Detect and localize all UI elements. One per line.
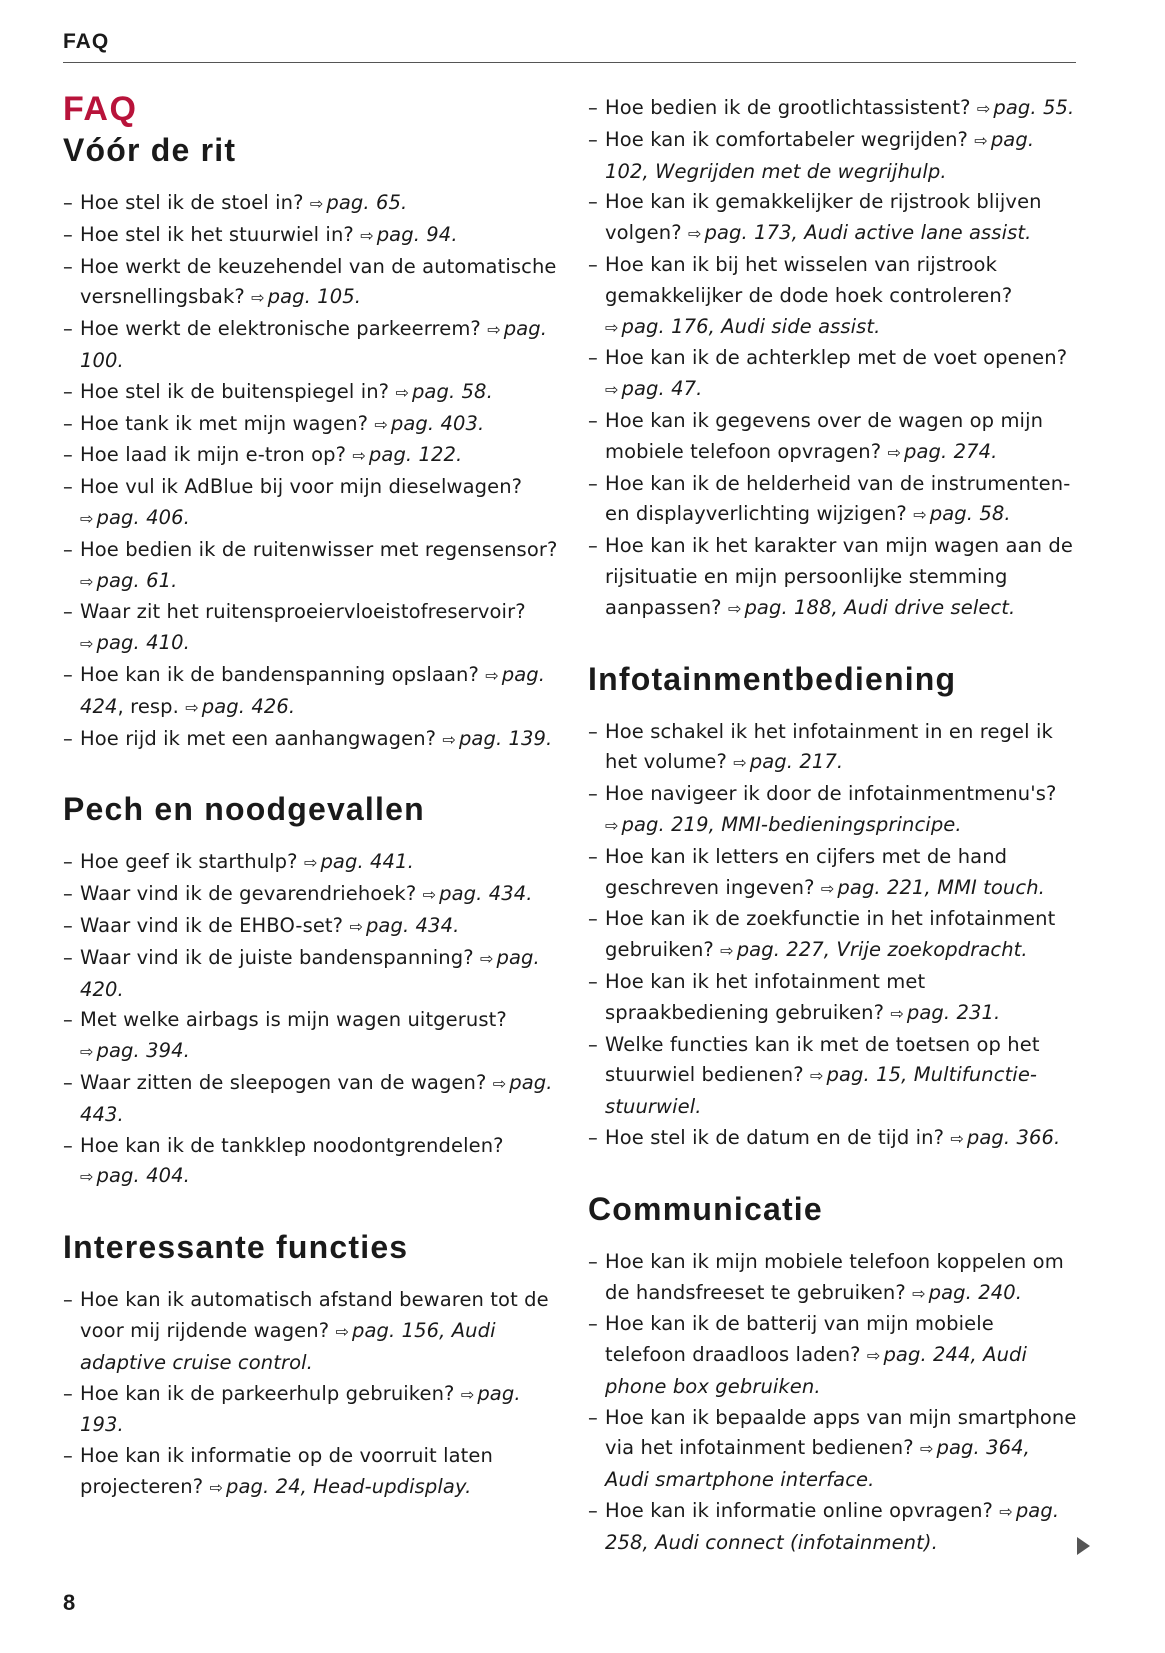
faq-list <box>63 188 563 755</box>
faq-item <box>63 220 563 252</box>
page-reference-link[interactable] <box>950 1126 1060 1149</box>
arrow-right-icon: ⇨ <box>80 508 94 528</box>
faq-item <box>63 724 563 756</box>
arrow-right-icon: ⇨ <box>727 598 742 618</box>
faq-question: Hoe kan ik letters en cijfers met de hand geschreven ingeven? <box>605 844 1008 899</box>
faq-item <box>63 377 563 409</box>
page-reference: pag. 231. <box>906 1000 1001 1024</box>
page-reference: pag. 217. <box>749 750 844 774</box>
page-reference-link[interactable] <box>728 596 1015 619</box>
arrow-right-icon: ⇨ <box>913 505 927 525</box>
faq-question: Hoe schakel ik het infotainment in en regel ik het volume? <box>605 719 1053 774</box>
page-reference: pag. 94. <box>376 222 458 246</box>
page-reference-link[interactable] <box>821 876 1045 899</box>
faq-question: Hoe bedien ik de grootlichtassistent? <box>605 96 971 119</box>
page-reference: pag. 426. <box>201 694 296 718</box>
faq-question: Waar vind ik de juiste bandenspanning? <box>80 945 474 969</box>
faq-item <box>63 911 563 943</box>
page-reference-link[interactable] <box>442 727 552 750</box>
page-reference-link[interactable] <box>209 1475 471 1498</box>
page-reference: pag. 65. <box>326 191 408 214</box>
page-reference-link[interactable] <box>80 1039 190 1062</box>
faq-item <box>63 879 563 911</box>
page-reference-link[interactable] <box>887 440 997 463</box>
faq-list <box>588 93 1078 625</box>
faq-list <box>588 717 1078 1155</box>
faq-item <box>63 1285 563 1378</box>
page-reference: pag. 47. <box>621 377 703 401</box>
page-reference: pag. 406. <box>96 505 190 529</box>
faq-question: Hoe kan ik gegevens over de wagen op mijn mobiele telefoon opvragen? <box>605 408 1044 463</box>
arrow-right-icon: ⇨ <box>605 815 619 835</box>
section-title: Communicatie <box>588 1190 823 1227</box>
page-reference: pag. 274. <box>904 439 998 463</box>
faq-item <box>588 406 1078 469</box>
faq-question: Hoe kan ik bepaalde apps van mijn smartphone via het infotainment bedienen? <box>605 1405 1077 1460</box>
page-reference-link[interactable] <box>80 506 190 529</box>
reference-joiner: , resp. <box>117 694 179 718</box>
arrow-right-icon: ⇨ <box>360 225 374 245</box>
page-reference: pag. 441. <box>320 850 414 874</box>
page-reference: pag. 227, Vrije zoekopdracht. <box>736 938 1028 962</box>
faq-question: Hoe werkt de elektronische parkeerrem? <box>80 317 481 341</box>
faq-question: Hoe tank ik met mijn wagen? <box>80 411 369 435</box>
faq-item <box>588 1403 1078 1496</box>
page-reference: pag. 410. <box>96 631 190 655</box>
faq-question: Hoe bedien ik de ruitenwisser met regensensor? <box>80 537 558 561</box>
faq-item <box>63 847 563 879</box>
faq-question: Hoe stel ik de stoel in? <box>80 191 304 214</box>
faq-item <box>588 1030 1078 1123</box>
faq-item <box>63 1068 563 1131</box>
page-reference: pag. 58. <box>411 379 493 403</box>
page-reference: pag. 364, Audi smartphone interface. <box>605 1436 1030 1492</box>
section-continued <box>588 93 1078 625</box>
faq-item <box>588 967 1078 1030</box>
faq-item <box>588 1496 1078 1559</box>
faq-item <box>588 250 1078 343</box>
faq-item <box>588 717 1078 780</box>
faq-question: Hoe geef ik starthulp? <box>80 850 298 874</box>
faq-question: Hoe werkt de keuzehendel van de automatische versnellingsbak? <box>80 254 557 309</box>
faq-list <box>588 1247 1078 1559</box>
page-reference: pag. 55. <box>993 96 1075 119</box>
page-reference-link[interactable] <box>360 223 457 246</box>
section-title: Infotainmentbediening <box>588 660 957 697</box>
faq-item <box>588 531 1078 624</box>
page-reference: pag. 420. <box>80 945 540 1001</box>
faq-question: Hoe navigeer ik door de infotainmentmenu's? <box>605 782 1057 806</box>
page-reference: pag. 244, Audi phone box gebruiken. <box>605 1343 1028 1398</box>
faq-question: Hoe kan ik het karakter van mijn wagen aan de rijsituatie en mijn persoonlijke stemming aanpassen? <box>605 534 1073 619</box>
page-reference: pag. 403. <box>390 411 485 435</box>
page-reference: pag. 404. <box>96 1164 190 1188</box>
faq-question: Waar vind ik de EHBO-set? <box>80 913 344 937</box>
faq-item <box>588 469 1078 532</box>
page-reference: pag. 394. <box>96 1039 190 1063</box>
section-title: Interessante functies <box>63 1229 409 1266</box>
page-reference: pag. 366. <box>966 1125 1061 1149</box>
section <box>63 789 563 1193</box>
page-reference: pag. 219, MMI-bedieningsprincipe. <box>621 812 962 836</box>
page-reference: pag. 173, Audi active lane assist. <box>704 221 1032 245</box>
page-reference: pag. 221, MMI touch. <box>837 875 1045 899</box>
page-reference: pag. 156, Audi adaptive cruise control. <box>80 1318 496 1374</box>
page-reference: pag. 122. <box>368 443 463 467</box>
page-reference-link[interactable] <box>890 1001 1000 1024</box>
arrow-right-icon: ⇨ <box>605 317 619 337</box>
faq-question: Hoe kan ik de tankklep noodontgrendelen? <box>80 1133 504 1157</box>
section-title: Vóór de rit <box>63 132 237 168</box>
page-reference: pag. 61. <box>96 568 178 592</box>
page-reference: pag. 15, Multifunctie-stuurwiel. <box>605 1063 1038 1119</box>
arrow-right-icon: ⇨ <box>733 753 747 773</box>
chapter-title: FAQ <box>63 90 138 128</box>
page-reference: pag. 176, Audi side assist. <box>621 314 881 338</box>
faq-question: Hoe kan ik automatisch afstand bewaren tot de voor mij rijdende wagen? <box>80 1288 549 1342</box>
page-reference: pag. 105. <box>267 285 362 309</box>
arrow-right-icon: ⇨ <box>920 1439 934 1459</box>
section <box>63 130 563 755</box>
arrow-right-icon: ⇨ <box>395 382 409 402</box>
page-reference-link[interactable] <box>80 569 177 592</box>
faq-question: Met welke airbags is mijn wagen uitgerust? <box>80 1008 507 1032</box>
arrow-right-icon: ⇨ <box>820 878 835 898</box>
faq-question: Waar zitten de sleepogen van de wagen? <box>80 1070 487 1094</box>
arrow-right-icon: ⇨ <box>335 1321 350 1341</box>
faq-item <box>588 904 1078 967</box>
page-reference-link[interactable] <box>304 850 414 873</box>
faq-item <box>63 188 563 220</box>
faq-question: Waar vind ik de gevarendriehoek? <box>80 882 417 906</box>
arrow-right-icon: ⇨ <box>209 1477 223 1497</box>
page-reference: pag. 100. <box>80 317 548 372</box>
faq-question: Hoe kan ik mijn mobiele telefoon koppelen om de handsfreeset te gebruiken? <box>605 1249 1064 1304</box>
arrow-right-icon: ⇨ <box>80 571 94 591</box>
arrow-right-icon: ⇨ <box>809 1066 824 1086</box>
arrow-right-icon: ⇨ <box>479 948 494 968</box>
faq-item <box>63 472 563 535</box>
faq-item <box>588 842 1078 905</box>
faq-question: Hoe kan ik informatie op de voorruit laten projecteren? <box>80 1444 493 1498</box>
page-reference: pag. 193. <box>80 1381 521 1437</box>
arrow-right-icon: ⇨ <box>492 1073 507 1093</box>
page-reference: pag. 434. <box>365 913 460 937</box>
faq-item <box>588 1247 1078 1310</box>
faq-question: Hoe kan ik comfortabeler wegrijden? <box>605 127 968 151</box>
faq-item <box>63 1005 563 1068</box>
page-reference-link[interactable] <box>605 377 702 400</box>
page-reference-link[interactable] <box>352 443 462 466</box>
faq-list <box>63 847 563 1193</box>
faq-item <box>63 1379 563 1442</box>
faq-question: Hoe stel ik de buitenspiegel in? <box>80 379 390 403</box>
arrow-right-icon: ⇨ <box>487 320 501 340</box>
page-reference-link[interactable] <box>80 1164 190 1187</box>
page-reference: pag. 434. <box>439 882 533 906</box>
page-reference: pag. 443. <box>80 1070 553 1126</box>
faq-item <box>63 1131 563 1194</box>
section <box>63 1227 563 1504</box>
faq-item <box>63 314 563 377</box>
arrow-right-icon: ⇨ <box>912 1283 926 1303</box>
faq-question: Hoe stel ik de datum en de tijd in? <box>605 1125 945 1149</box>
arrow-right-icon: ⇨ <box>887 442 901 462</box>
page-reference-link[interactable] <box>605 813 962 836</box>
faq-question: Hoe kan ik gemakkelijker de rijstrook blijven volgen? <box>605 190 1042 245</box>
faq-question: Hoe laad ik mijn e-tron op? <box>80 443 347 467</box>
page-reference-link[interactable] <box>80 631 190 654</box>
arrow-right-icon: ⇨ <box>303 853 318 873</box>
running-header: FAQ <box>63 30 110 53</box>
page-reference: pag. 188, Audi drive select. <box>744 595 1016 619</box>
page-reference-link[interactable] <box>605 315 880 338</box>
faq-question: Hoe kan ik bij het wisselen van rijstrook gemakkelijker de dode hoek controleren? <box>605 252 1013 307</box>
faq-item <box>588 779 1078 842</box>
arrow-right-icon: ⇨ <box>442 729 456 749</box>
page-reference-link[interactable] <box>913 502 1010 525</box>
page-reference-link[interactable] <box>720 938 1028 961</box>
faq-item <box>63 535 563 598</box>
page-reference-link[interactable] <box>733 750 843 773</box>
arrow-right-icon: ⇨ <box>374 414 388 434</box>
page-reference-link[interactable] <box>349 914 459 937</box>
arrow-right-icon: ⇨ <box>185 697 199 717</box>
faq-question: Waar zit het ruitensproeiervloeistofreservoir? <box>80 600 526 624</box>
faq-item <box>63 597 563 660</box>
arrow-right-icon: ⇨ <box>890 1003 904 1023</box>
page-reference-link[interactable] <box>912 1281 1022 1304</box>
arrow-right-icon: ⇨ <box>80 1042 94 1062</box>
header-rule <box>63 62 1076 63</box>
faq-question: Welke functies kan ik met de toetsen op het stuurwiel bedienen? <box>605 1032 1040 1087</box>
faq-item <box>588 1123 1078 1155</box>
arrow-right-icon: ⇨ <box>999 1502 1013 1522</box>
arrow-right-icon: ⇨ <box>720 941 734 961</box>
page-number: 8 <box>63 1590 76 1615</box>
faq-item <box>63 1441 563 1504</box>
arrow-right-icon: ⇨ <box>422 885 437 905</box>
faq-question: Hoe kan ik de bandenspanning opslaan? <box>80 662 479 686</box>
faq-question: Hoe kan ik de helderheid van de instrumenten- en displayverlichting wijzigen? <box>605 471 1071 526</box>
faq-item <box>63 409 563 441</box>
faq-list <box>63 1285 563 1504</box>
page-reference: pag. 258, Audi connect (infotainment). <box>605 1499 1060 1554</box>
page-reference-link[interactable] <box>688 221 1031 244</box>
faq-item <box>63 440 563 472</box>
arrow-right-icon: ⇨ <box>950 1128 964 1148</box>
page-reference: pag. 58. <box>929 502 1011 526</box>
page-reference: pag. 102, Wegrijden met de wegrijhulp. <box>605 127 1035 183</box>
right-column <box>588 93 1078 1593</box>
faq-item <box>588 343 1078 406</box>
faq-question: Hoe kan ik het infotainment met spraakbediening gebruiken? <box>605 969 926 1024</box>
arrow-right-icon: ⇨ <box>309 194 324 213</box>
faq-question: Hoe vul ik AdBlue bij voor mijn dieselwagen? <box>80 475 523 499</box>
arrow-right-icon: ⇨ <box>866 1346 881 1366</box>
section <box>588 1189 1078 1559</box>
faq-item <box>63 660 563 724</box>
faq-question: Hoe kan ik de batterij van mijn mobiele telefoon draadloos laden? <box>605 1312 994 1367</box>
faq-question: Hoe kan ik informatie online opvragen? <box>605 1499 993 1523</box>
faq-item <box>63 943 563 1006</box>
page-reference-link[interactable] <box>423 882 533 905</box>
left-column <box>63 88 563 1538</box>
arrow-right-icon: ⇨ <box>349 916 363 936</box>
page-reference-link[interactable] <box>185 695 295 718</box>
page-reference: pag. 24, Head-updisplay. <box>226 1474 472 1498</box>
section-title: Pech en noodgevallen <box>63 791 425 828</box>
arrow-right-icon: ⇨ <box>687 224 702 244</box>
arrow-right-icon: ⇨ <box>352 446 366 466</box>
page-reference: pag. 240. <box>928 1280 1023 1304</box>
arrow-right-icon: ⇨ <box>80 1167 94 1187</box>
arrow-right-icon: ⇨ <box>251 288 265 308</box>
arrow-right-icon: ⇨ <box>485 665 499 685</box>
faq-item <box>588 125 1078 188</box>
page-reference-link[interactable] <box>395 380 492 403</box>
faq-question: Hoe stel ik het stuurwiel in? <box>80 222 354 246</box>
faq-question: Hoe kan ik de achterklep met de voet openen? <box>605 346 1068 370</box>
faq-item <box>588 187 1078 250</box>
arrow-right-icon: ⇨ <box>976 99 991 118</box>
arrow-right-icon: ⇨ <box>80 634 94 654</box>
faq-item <box>63 252 563 315</box>
arrow-right-icon: ⇨ <box>605 380 619 400</box>
faq-question: Hoe kan ik de zoekfunctie in het infotainment gebruiken? <box>605 907 1056 962</box>
page-reference-link[interactable] <box>310 191 407 214</box>
page-reference: pag. 139. <box>458 726 553 750</box>
page-reference-link[interactable] <box>977 96 1074 119</box>
faq-item <box>588 1309 1078 1402</box>
page-reference: pag. 424 <box>80 662 546 718</box>
next-page-arrow-icon <box>1077 1537 1090 1555</box>
page-reference-link[interactable] <box>251 285 361 308</box>
faq-item <box>588 93 1078 125</box>
page-reference-link[interactable] <box>374 412 484 435</box>
arrow-right-icon: ⇨ <box>974 130 988 150</box>
faq-question: Hoe rijd ik met een aanhangwagen? <box>80 726 437 750</box>
arrow-right-icon: ⇨ <box>460 1384 475 1404</box>
section <box>588 659 1078 1155</box>
faq-question: Hoe kan ik de parkeerhulp gebruiken? <box>80 1381 455 1405</box>
